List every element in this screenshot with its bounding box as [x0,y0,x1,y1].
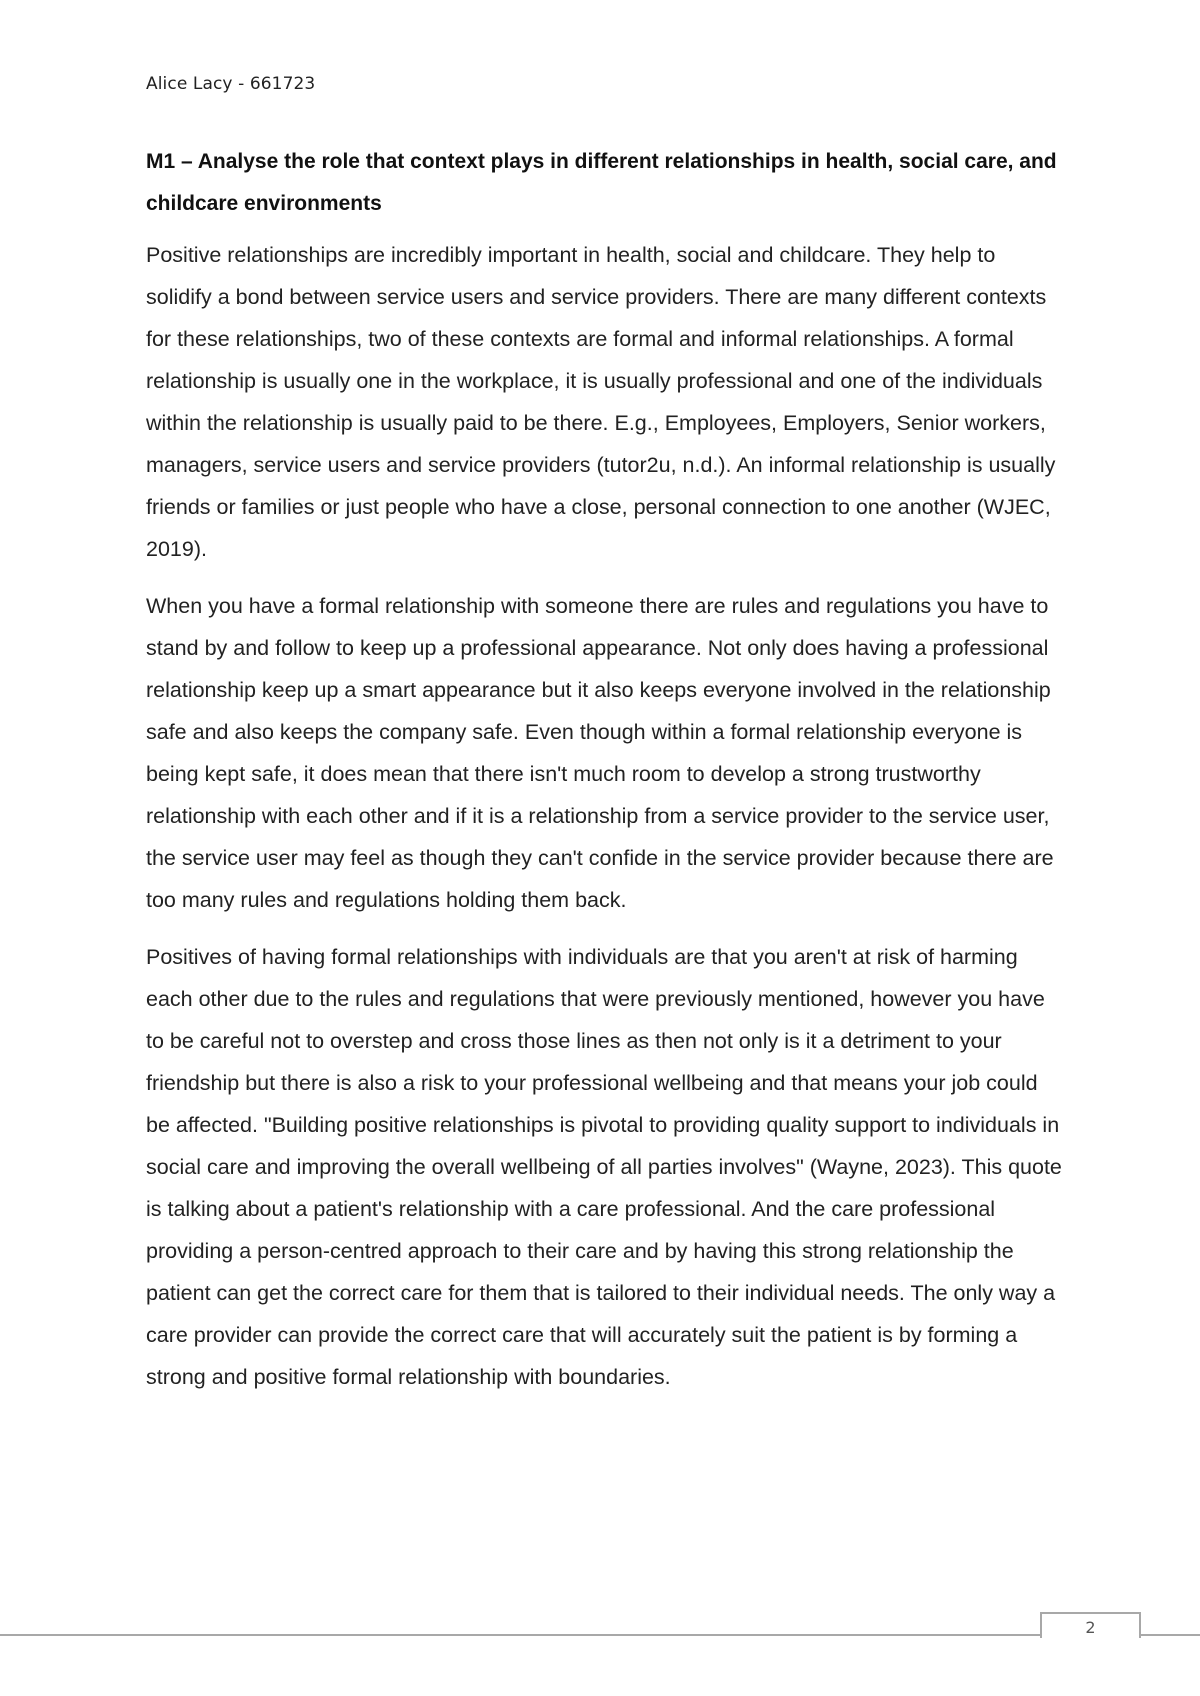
page-number-box [1040,1612,1141,1638]
paragraph-1: Positive relationships are incredibly important in health, social and childcare. They help to solidify a bond between service users and service providers. There are many different contexts for these relationships, two of these contexts are formal and informal relationships. A formal relationship is usually one in the workplace, it is usually professional and one of the individuals within the relationship is usually paid to be there. E.g., Employees, Employers, Senior workers, managers, service users and service providers (tutor2u, n.d.). An informal relationship is usually friends or families or just people who have a close, personal connection to one another (WJEC, 2019). [146,243,1056,561]
footer-rule-left [0,1634,1041,1636]
footer-rule-right [1139,1634,1200,1636]
paragraph-2: When you have a formal relationship with someone there are rules and regulations you have to stand by and follow to keep up a professional appearance. Not only does having a professional relationship keep up a smart appearance but it also keeps everyone involved in the relationship safe and also keeps the company safe. Even though within a formal relationship everyone is being kept safe, it does mean that there isn't much room to develop a strong trustworthy relationship with each other and if it is a relationship from a service provider to the service user, the service user may feel as though they can't confide in the service provider because there are too many rules and regulations holding them back. [146,594,1054,912]
header-author-line: Alice Lacy - 661723 [146,74,316,94]
paragraph-3: Positives of having formal relationships with individuals are that you aren't at risk of harming each other due to the rules and regulations that were previously mentioned, however you have to be careful not to overstep and cross those lines as then not only is it a detriment to your friendship but there is also a risk to your professional wellbeing and that means your job could be affected. "Building positive relationships is pivotal to providing quality support to individuals in social care and improving the overall wellbeing of all parties involves" (Wayne, 2023). This quote is talking about a patient's relationship with a care professional. And the care professional providing a person-centred approach to their care and by having this strong relationship the patient can get the correct care for them that is tailored to their individual needs. The only way a care provider can provide the correct care that will accurately suit the patient is by forming a strong and positive formal relationship with boundaries. [146,945,1062,1389]
page-number: 2 [1085,1618,1096,1637]
document-body [146,141,1062,1413]
section-heading: M1 – Analyse the role that context plays in different relationships in health, social care, and childcare environments [146,150,1057,215]
